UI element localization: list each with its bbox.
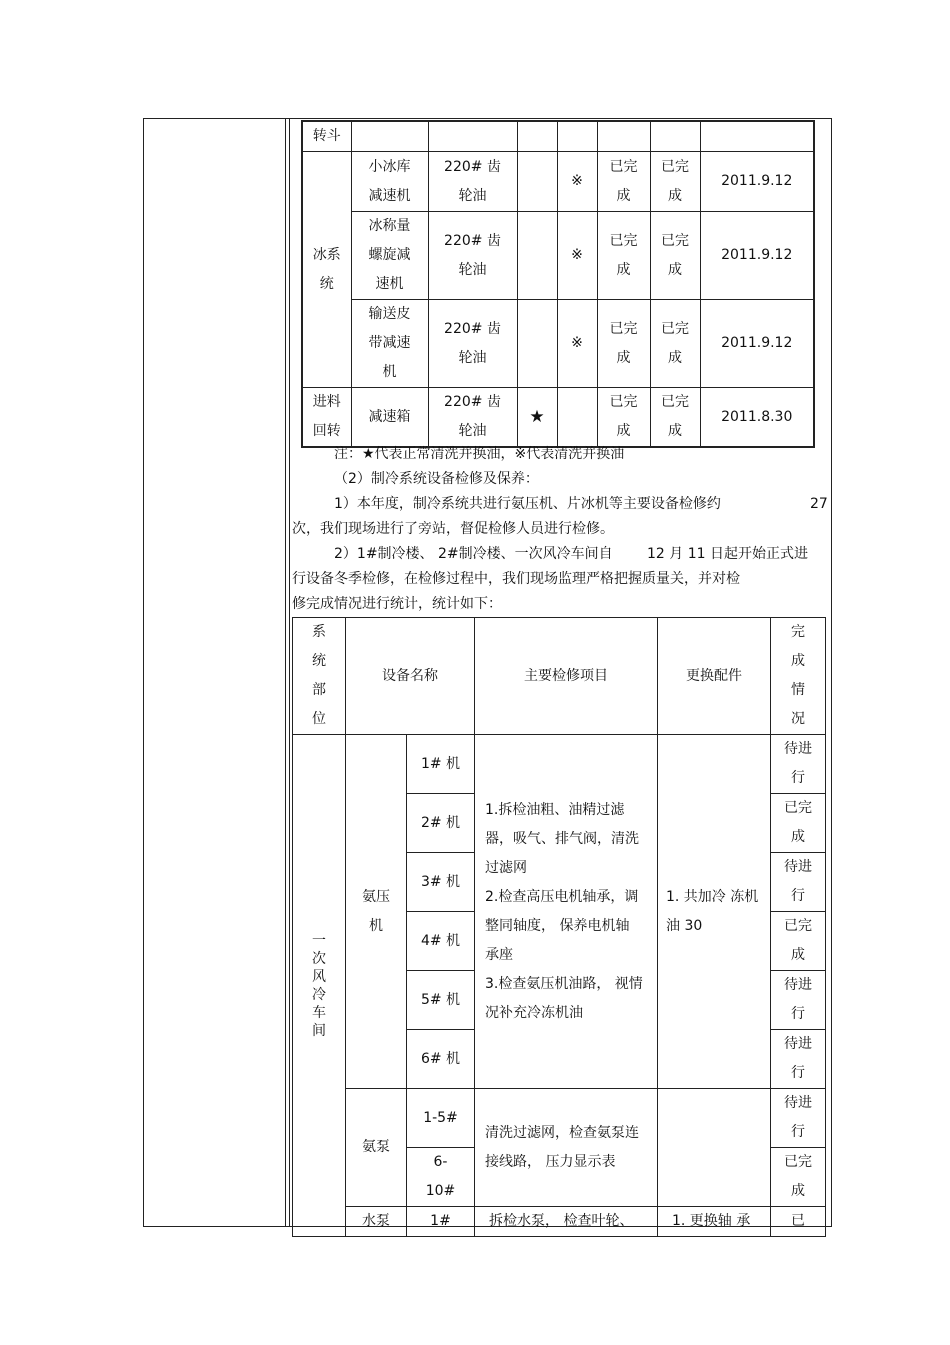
paragraph-2-line-3: 修完成情况进行统计，统计如下： xyxy=(292,596,502,612)
legend-note: 注：★代表正常清洗并换油，※代表清洗并换油 xyxy=(334,446,625,462)
oil-cell: 220# 齿轮油 xyxy=(428,388,517,448)
header-parts: 更换配件 xyxy=(658,618,771,735)
oil-cell: 220# 齿轮油 xyxy=(428,212,517,300)
section-heading: （2）制冷系统设备检修及保养： xyxy=(334,471,539,487)
done-cell: 已完成 xyxy=(597,300,650,388)
column-divider xyxy=(285,118,286,1227)
date-cell: 2011.9.12 xyxy=(700,300,814,388)
equipment-cell: 小冰库减速机 xyxy=(351,152,428,212)
maintenance-table xyxy=(292,617,826,1237)
table-row xyxy=(302,212,814,300)
parts-cell: 1. 更换轴 承 xyxy=(658,1207,771,1237)
table-row xyxy=(302,300,814,388)
unit-cell: 3# 机 xyxy=(407,853,475,912)
equipment-group-cell: 水泵 xyxy=(346,1207,407,1237)
status-cell: 待进行 xyxy=(771,1030,826,1089)
mark-cell: ※ xyxy=(557,212,597,300)
mark-cell xyxy=(557,388,597,448)
header-equipment: 设备名称 xyxy=(346,618,475,735)
status-cell: 已完成 xyxy=(771,1148,826,1207)
unit-cell: 1# xyxy=(407,1207,475,1237)
column-divider-inner xyxy=(289,118,290,1227)
group-cell: 进料回转 xyxy=(302,388,351,448)
done-cell: 已完成 xyxy=(650,300,700,388)
table-row xyxy=(293,735,826,794)
items-cell: 拆检水泵， 检查叶轮、 xyxy=(475,1207,658,1237)
star-cell xyxy=(517,152,557,212)
done-cell: 已完成 xyxy=(597,152,650,212)
parts-cell xyxy=(658,1089,771,1207)
done-cell: 已完成 xyxy=(650,388,700,448)
paragraph-1-line-1: 1）本年度，制冷系统共进行氨压机、片冰机等主要设备检修约 xyxy=(334,496,721,512)
mark-cell: ※ xyxy=(557,300,597,388)
paragraph-2-line-2: 行设备冬季检修，在检修过程中，我们现场监理严格把握质量关，并对检 xyxy=(292,571,740,587)
items-cell: 1.拆检油粗、油精过滤器，吸气、排气阀，清洗过滤网 2.检查高压电机轴承，调整同轴度， 保养电机轴承座 3.检查氨压机油路， 视情况补充冷冻机油 xyxy=(475,735,658,1089)
star-cell: ★ xyxy=(517,388,557,448)
lubrication-table xyxy=(301,120,815,448)
done-cell: 已完成 xyxy=(650,212,700,300)
status-cell: 待进行 xyxy=(771,1089,826,1148)
status-cell: 已 xyxy=(771,1207,826,1237)
section-cell: 一次风冷车间 xyxy=(293,735,346,1237)
done-cell: 已完成 xyxy=(597,388,650,448)
table-row xyxy=(293,1089,826,1148)
paragraph-2-line-1: 2）1#制冷楼、 2#制冷楼、一次风冷车间自 xyxy=(334,546,613,562)
table-row xyxy=(302,121,814,152)
date-cell: 2011.9.12 xyxy=(700,152,814,212)
equipment-cell: 输送皮带减速机 xyxy=(351,300,428,388)
items-cell: 清洗过滤网，检查氨泵连接线路， 压力显示表 xyxy=(475,1089,658,1207)
star-cell xyxy=(517,300,557,388)
status-cell: 已完成 xyxy=(771,794,826,853)
unit-cell: 4# 机 xyxy=(407,912,475,971)
status-cell: 待进行 xyxy=(771,853,826,912)
status-cell: 已完成 xyxy=(771,912,826,971)
unit-cell: 2# 机 xyxy=(407,794,475,853)
equipment-group-cell: 氨泵 xyxy=(346,1089,407,1207)
status-cell: 待进行 xyxy=(771,971,826,1030)
equipment-group-cell: 氨压机 xyxy=(346,735,407,1089)
table-row xyxy=(293,1207,826,1237)
table-row xyxy=(302,388,814,448)
unit-cell: 6# 机 xyxy=(407,1030,475,1089)
equipment-cell: 减速箱 xyxy=(351,388,428,448)
done-cell: 已完成 xyxy=(597,212,650,300)
star-cell xyxy=(517,212,557,300)
header-status: 完成情况 xyxy=(771,618,826,735)
equipment-cell: 冰称量螺旋减速机 xyxy=(351,212,428,300)
table-row xyxy=(302,152,814,212)
parts-cell: 1. 共加冷 冻机油 30 xyxy=(658,735,771,1089)
table-header xyxy=(293,618,826,735)
header-items: 主要检修项目 xyxy=(475,618,658,735)
paragraph-1-line-2: 次，我们现场进行了旁站，督促检修人员进行检修。 xyxy=(292,521,614,537)
date-cell: 2011.9.12 xyxy=(700,212,814,300)
paragraph-1-number: 27 xyxy=(810,496,828,512)
unit-cell: 1# 机 xyxy=(407,735,475,794)
group-cell: 转斗 xyxy=(302,121,351,152)
paragraph-2-date: 12 月 11 日起开始正式进 xyxy=(647,546,808,562)
oil-cell: 220# 齿轮油 xyxy=(428,152,517,212)
mark-cell: ※ xyxy=(557,152,597,212)
unit-cell: 6-10# xyxy=(407,1148,475,1207)
done-cell: 已完成 xyxy=(650,152,700,212)
unit-cell: 5# 机 xyxy=(407,971,475,1030)
unit-cell: 1-5# xyxy=(407,1089,475,1148)
group-cell: 冰系统 xyxy=(302,152,351,388)
date-cell: 2011.8.30 xyxy=(700,388,814,448)
header-part: 系统部位 xyxy=(293,618,346,735)
oil-cell: 220# 齿轮油 xyxy=(428,300,517,388)
status-cell: 待进行 xyxy=(771,735,826,794)
